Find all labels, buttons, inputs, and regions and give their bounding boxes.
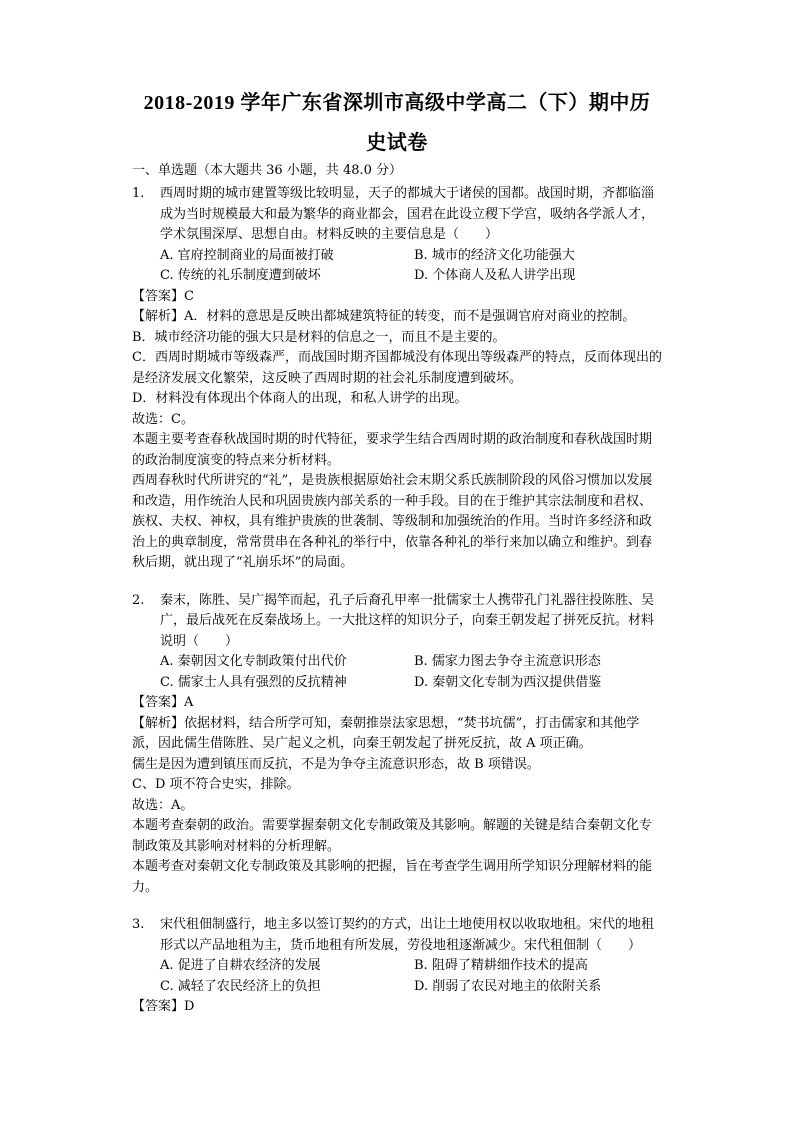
analysis-line [132, 714, 662, 755]
analysis-text: 依据材料，结合所学可知，秦朝推崇法家思想，“焚书坑儒”，打击儒家和其他学派，因此儒生借陈胜、吴广起义之机，向秦王朝发起了拼死反抗，故 A 项正确。 [132, 715, 640, 751]
option-a: A. 秦朝因文化专制政策付出代价 [160, 654, 347, 669]
option-a: A. 官府控制商业的局面被打破 [160, 247, 334, 263]
question-3 [132, 915, 662, 1018]
question-number: 3. [132, 917, 145, 932]
analysis-paragraph: 西周春秋时代所讲究的“礼”，是贵族根据原始社会末期父系氏族制阶段的风俗习惯加以发展和改造，用作统治人民和巩固贵族内部关系的一种手段。目的在于维护其宗法制度和君权、族权、夫权、神权，具有维护贵族的世袭制、等级制和加强统治的作用。当时许多经济和政治上的典章制度，常常贯串在各种礼的举行中，依靠各种礼的举行来加以确立和维护。到春秋后期，就出现了“礼崩乐坏”的局面。 [132, 473, 653, 570]
option-d: D. 个体商人及私人讲学出现 [414, 268, 576, 283]
analysis-paragraph: 儒生是因为遭到镇压而反抗，不是为争夺主流意识形态，故 B 项错误。 [132, 756, 540, 772]
option-c: C. 减轻了农民经济上的负担 [160, 978, 321, 994]
option-a: A. 促进了自耕农经济的发展 [160, 958, 321, 973]
answer-tag: 【答案】 [132, 288, 185, 304]
answer-tag: 【答案】 [132, 695, 185, 710]
option-d: D. 削弱了农民对地主的依附关系 [414, 978, 602, 994]
question-1 [132, 184, 662, 574]
question-stem: 秦末，陈胜、吴广揭竿而起，孔子后裔孔甲率一批儒家士人携带孔门礼器往投陈胜、吴广，最后战死在反秦战场上。一大批这样的知识分子，向秦王朝发起了拼死反抗。材料说明（ ） [160, 592, 655, 649]
answer-tag: 【答案】 [132, 999, 185, 1014]
options [160, 652, 662, 693]
answer-value: C [184, 288, 194, 304]
question-stem: 西周时期的城市建置等级比较明显，天子的都城大于诸侯的国都。战国时期，齐都临淄成为当时规模最大和最为繁华的商业都会，国君在此设立稷下学宫，吸纳各学派人才，学术氛围深厚、思想自由。材料反映的主要信息是（ ） [160, 186, 655, 242]
analysis-tag: 【解析】 [132, 715, 185, 731]
document-title-line-1: 2018-2019 学年广东省深圳市高级中学高二（下）期中历 [143, 92, 651, 114]
options [160, 246, 662, 287]
question-number: 1. [132, 186, 145, 201]
option-b: B. 阻碍了精耕细作技术的提高 [414, 958, 588, 973]
analysis-text: A．材料的意思是反映出都城建筑特征的转变，而不是强调官府对商业的控制。 [184, 309, 636, 324]
question-number: 2. [132, 592, 145, 608]
analysis-paragraph: C．西周时期城市等级森严，而战国时期齐国都城没有体现出等级森严的特点，反而体现出的是经济发展文化繁荣，这反映了西周时期的社会礼乐制度遭到破坏。 [132, 350, 662, 386]
analysis-paragraph: D．材料没有体现出个体商人的出现，和私人讲学的出现。 [132, 391, 468, 406]
option-b: B. 城市的经济文化功能强大 [414, 247, 575, 263]
answer-value: A [184, 695, 194, 710]
analysis-paragraph: 本题主要考查春秋战国时期的时代特征，要求学生结合西周时期的政治制度和春秋战国时期的政治制度演变的特点来分析材料。 [132, 432, 653, 468]
document-title-line-2: 史试卷 [366, 132, 428, 154]
analysis-line [132, 307, 662, 328]
option-c: C. 儒家士人具有强烈的反抗精神 [160, 674, 347, 690]
answer-line [132, 693, 662, 714]
answer-line [132, 287, 662, 308]
answer-value: D [184, 999, 195, 1014]
questions-content [132, 184, 662, 1018]
question-stem: 宋代租佃制盛行，地主多以签订契约的方式，出让土地使用权以收取地租。宋代的地租形式以产品地租为主，货币地租有所发展，劳役地租逐渐减少。宋代租佃制（ ） [160, 917, 655, 953]
analysis-paragraph: 故选：C。 [132, 411, 194, 427]
answer-line [132, 997, 662, 1018]
question-2 [132, 591, 662, 899]
options [160, 956, 662, 997]
option-b: B. 儒家力图去争夺主流意识形态 [414, 654, 601, 669]
analysis-paragraph: 故选：A。 [132, 797, 194, 813]
analysis-paragraph: C、D 项不符合史实，排除。 [132, 777, 300, 792]
section-header: 一、单选题（本大题共 36 小题，共 48.0 分） [132, 163, 403, 178]
analysis-paragraph: 本题考查对秦朝文化专制政策及其影响的把握，旨在考查学生调用所学知识分理解材料的能力。 [132, 859, 653, 895]
analysis-paragraph: B．城市经济功能的强大只是材料的信息之一，而且不是主要的。 [132, 329, 506, 345]
option-d: D. 秦朝文化专制为西汉提供借鉴 [414, 674, 602, 690]
analysis-paragraph: 本题考查秦朝的政治。需要掌握秦朝文化专制政策及其影响。解题的关键是结合秦朝文化专制政策及其影响对材料的分析理解。 [132, 818, 653, 854]
analysis-tag: 【解析】 [132, 309, 185, 324]
option-c: C. 传统的礼乐制度遭到破坏 [160, 268, 321, 283]
